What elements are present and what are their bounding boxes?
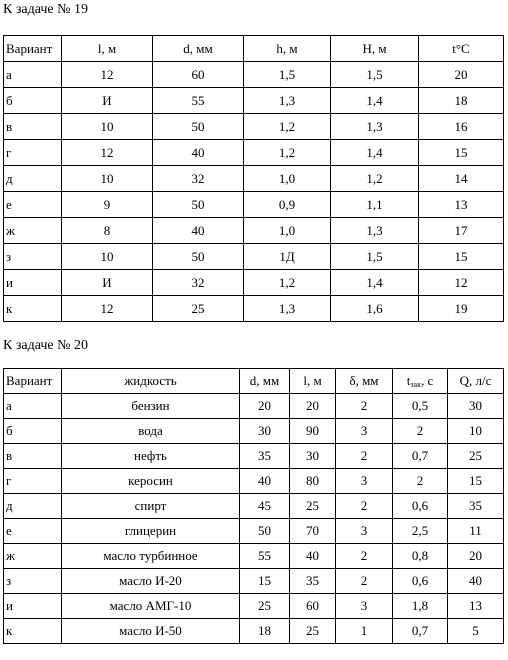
table-cell: 1,3 [331,114,419,140]
table-cell: 13 [448,594,504,619]
table-cell: 3 [336,419,393,444]
table-cell: 2 [336,394,393,419]
table-cell: 40 [153,218,244,244]
table-cell: 1,4 [331,270,419,296]
closing-time-symbol: t [406,373,411,388]
table-cell: 30 [240,419,290,444]
table-cell: 0,9 [244,192,331,218]
table-cell: 60 [290,594,336,619]
table-row [4,544,504,569]
column-header-diameter: d, мм [240,369,290,394]
column-header-variant: Вариант [4,36,62,62]
table-cell: 0,5 [393,394,448,419]
table-cell: 35 [290,569,336,594]
table-header-row [4,369,504,394]
table-cell: 80 [290,469,336,494]
table-row [4,140,504,166]
table-cell: 2 [393,419,448,444]
table-cell: 40 [153,140,244,166]
table-cell: 0,6 [393,569,448,594]
table-cell: 32 [153,166,244,192]
table-cell: 0,8 [393,544,448,569]
table-row [4,244,504,270]
table-cell: г [4,469,62,494]
table-cell: 20 [419,62,504,88]
table-cell: 10 [62,114,153,140]
table-row [4,519,504,544]
table-cell: 2 [393,469,448,494]
column-header-closing-time [393,369,448,394]
column-header-variant: Вариант [4,369,62,394]
table-cell: а [4,62,62,88]
table-cell: 17 [419,218,504,244]
table-cell: з [4,244,62,270]
table-cell: масло И-20 [62,569,240,594]
table-row [4,419,504,444]
table-cell: 30 [448,394,504,419]
table-cell: з [4,569,62,594]
table-row [4,594,504,619]
table-cell: 1,6 [331,296,419,322]
table-cell: 11 [448,519,504,544]
table-cell: 20 [240,394,290,419]
table-cell: 3 [336,594,393,619]
table-cell: 1,0 [244,218,331,244]
table-cell: 1,2 [244,114,331,140]
table-row [4,88,504,114]
table-cell: 18 [419,88,504,114]
table-cell: 2 [336,494,393,519]
table-cell: 50 [153,192,244,218]
table-cell: 50 [240,519,290,544]
table-cell: И [62,270,153,296]
table-cell: И [62,88,153,114]
table-cell: 32 [153,270,244,296]
table-row [4,192,504,218]
table-cell: и [4,270,62,296]
table-cell: 1,1 [331,192,419,218]
table-cell: 40 [448,569,504,594]
table-cell: 14 [419,166,504,192]
table-cell: г [4,140,62,166]
table-cell: 1,2 [331,166,419,192]
table-row [4,296,504,322]
task-19-caption: К задаче № 19 [3,2,88,17]
table-cell: 12 [62,62,153,88]
table-cell: вода [62,419,240,444]
column-header-diameter: d, мм [153,36,244,62]
table-cell: б [4,88,62,114]
column-header-H: H, м [331,36,419,62]
table-cell: 12 [419,270,504,296]
column-header-wall-thickness: δ, мм [336,369,393,394]
table-cell: 50 [153,114,244,140]
table-cell: 25 [290,494,336,519]
table-cell: бензин [62,394,240,419]
table-cell: к [4,619,62,644]
table-cell: и [4,594,62,619]
table-cell: 9 [62,192,153,218]
table-row [4,394,504,419]
table-cell: 60 [153,62,244,88]
table-cell: 2 [336,569,393,594]
table-cell: 20 [448,544,504,569]
table-cell: 50 [153,244,244,270]
column-header-temperature: t°C [419,36,504,62]
table-cell: 25 [290,619,336,644]
table-cell: в [4,114,62,140]
table-cell: 3 [336,469,393,494]
table-cell: 1,3 [331,218,419,244]
table-cell: 12 [62,140,153,166]
table-cell: в [4,444,62,469]
table-header-row [4,36,504,62]
table-cell: 55 [240,544,290,569]
table-row [4,469,504,494]
table-row [4,270,504,296]
table-cell: нефть [62,444,240,469]
table-cell: д [4,166,62,192]
table-cell: 1,8 [393,594,448,619]
table-cell: 1,5 [244,62,331,88]
table-cell: ж [4,218,62,244]
table-cell: 1,5 [331,62,419,88]
table-cell: 2 [336,544,393,569]
table-cell: 10 [448,419,504,444]
table-cell: 35 [448,494,504,519]
column-header-length: l, м [62,36,153,62]
table-cell: масло И-50 [62,619,240,644]
column-header-flow-rate: Q, л/с [448,369,504,394]
table-cell: 10 [62,244,153,270]
table-cell: е [4,519,62,544]
table-cell: 5 [448,619,504,644]
table-cell: 8 [62,218,153,244]
table-cell: 15 [448,469,504,494]
table-cell: 2 [336,444,393,469]
task-20-table [3,368,504,644]
table-cell: 18 [240,619,290,644]
table-cell: 1,4 [331,88,419,114]
table-cell: 70 [290,519,336,544]
table-cell: 30 [290,444,336,469]
table-cell: а [4,394,62,419]
table-cell: глицерин [62,519,240,544]
table-cell: 45 [240,494,290,519]
table-cell: ж [4,544,62,569]
table-cell: 1Д [244,244,331,270]
table-cell: 13 [419,192,504,218]
table-cell: 15 [419,244,504,270]
table-cell: 1,2 [244,140,331,166]
table-cell: 15 [419,140,504,166]
table-cell: 40 [240,469,290,494]
table-cell: масло АМГ-10 [62,594,240,619]
closing-time-subscript: зак [410,380,421,389]
table-cell: 2,5 [393,519,448,544]
column-header-length: l, м [290,369,336,394]
table-row [4,166,504,192]
table-cell: 1 [336,619,393,644]
table-row [4,114,504,140]
table-cell: 20 [290,394,336,419]
table-cell: 55 [153,88,244,114]
task-19-table [3,35,504,322]
table-cell: 1,0 [244,166,331,192]
table-cell: 0,6 [393,494,448,519]
table-cell: 10 [62,166,153,192]
table-row [4,444,504,469]
table-cell: б [4,419,62,444]
table-cell: 1,5 [331,244,419,270]
table-cell: 0,7 [393,619,448,644]
table-cell: е [4,192,62,218]
table-cell: 15 [240,569,290,594]
table-row [4,218,504,244]
table-cell: 3 [336,519,393,544]
table-cell: 0,7 [393,444,448,469]
table-cell: спирт [62,494,240,519]
table-cell: керосин [62,469,240,494]
table-cell: масло турбинное [62,544,240,569]
table-cell: 1,3 [244,88,331,114]
table-cell: к [4,296,62,322]
table-row [4,494,504,519]
table-cell: 25 [240,594,290,619]
table-row [4,619,504,644]
task-20-caption: К задаче № 20 [3,338,88,353]
column-header-h: h, м [244,36,331,62]
table-cell: 1,4 [331,140,419,166]
table-cell: 40 [290,544,336,569]
table-cell: 25 [153,296,244,322]
table-cell: д [4,494,62,519]
table-cell: 1,2 [244,270,331,296]
table-cell: 90 [290,419,336,444]
column-header-liquid: жидкость [62,369,240,394]
table-cell: 35 [240,444,290,469]
table-cell: 1,3 [244,296,331,322]
table-row [4,569,504,594]
table-row [4,62,504,88]
table-cell: 12 [62,296,153,322]
closing-time-unit: , с [420,373,434,388]
table-cell: 19 [419,296,504,322]
table-cell: 16 [419,114,504,140]
table-cell: 25 [448,444,504,469]
